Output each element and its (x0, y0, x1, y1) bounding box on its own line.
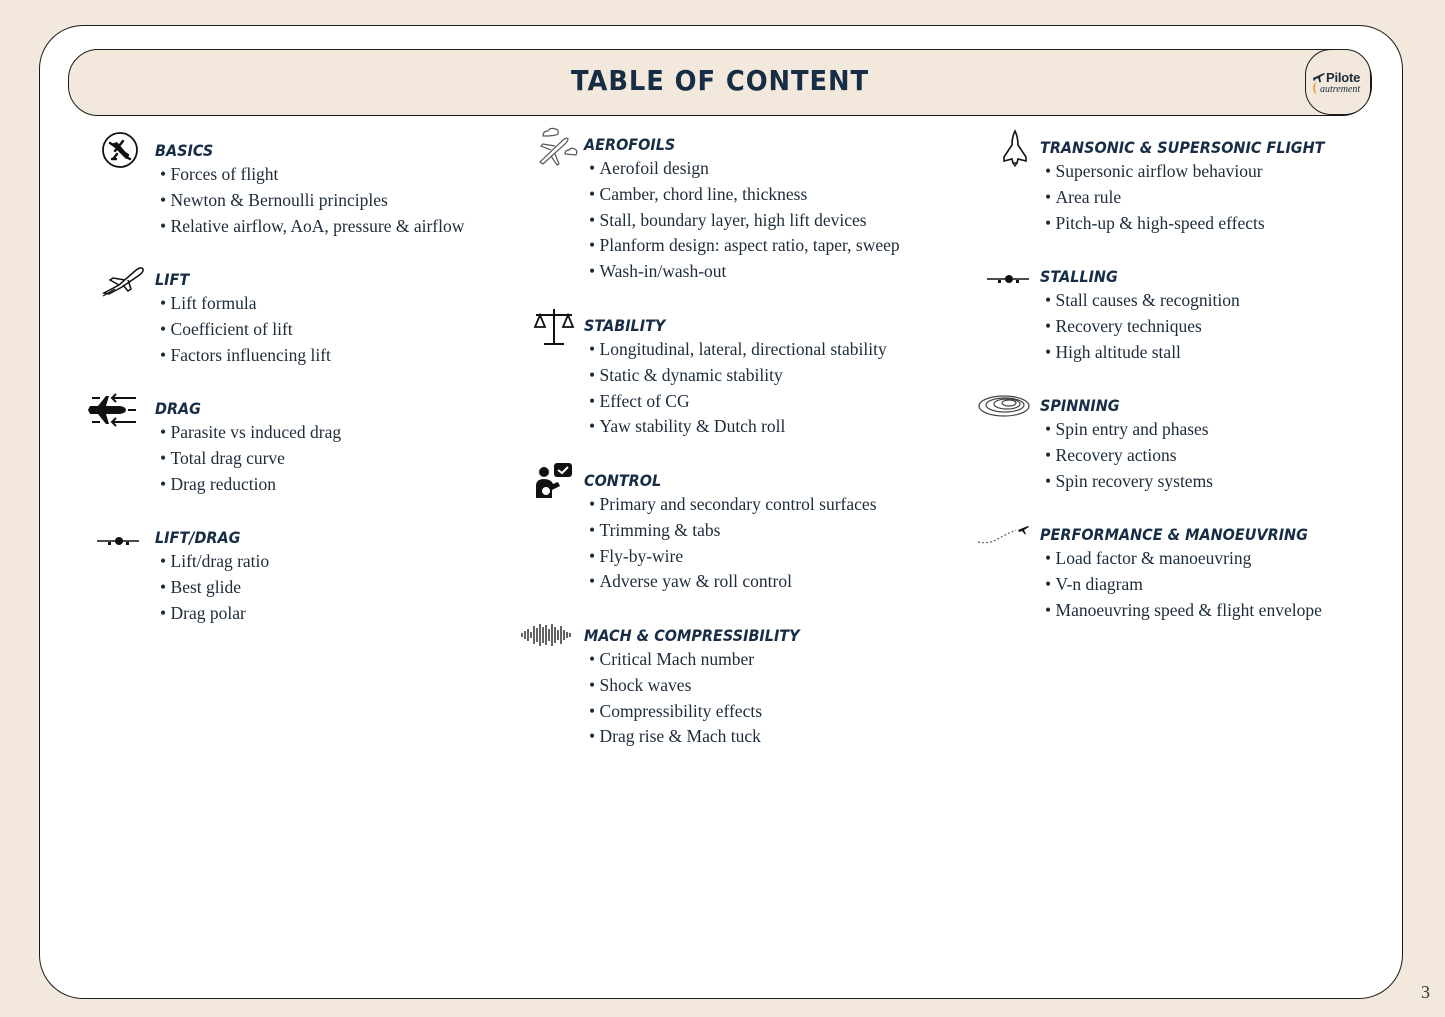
list-item[interactable]: • Drag polar (160, 601, 269, 627)
section-heading: DRAG (155, 399, 202, 418)
section-items (1045, 417, 1213, 494)
logo-subtitle: autrement (1320, 84, 1361, 95)
list-item[interactable]: • Manoeuvring speed & flight envelope (1045, 598, 1322, 624)
list-item[interactable]: • Adverse yaw & roll control (589, 569, 877, 595)
plane-clouds-icon (535, 126, 579, 166)
list-item[interactable]: • Forces of flight (160, 162, 464, 188)
list-item[interactable]: • Static & dynamic stability (589, 363, 887, 389)
section-heading: PERFORMANCE & MANOEUVRING (1040, 525, 1308, 544)
section-heading: MACH & COMPRESSIBILITY (584, 626, 800, 645)
airliner-front-icon (985, 272, 1031, 286)
list-item[interactable]: • Best glide (160, 575, 269, 601)
section-heading: STABILITY (584, 316, 666, 335)
section-items (589, 337, 887, 440)
list-item[interactable]: • Supersonic airflow behaviour (1045, 159, 1265, 185)
flight-path-icon (976, 522, 1032, 546)
list-item[interactable]: • Coefficient of lift (160, 317, 331, 343)
list-item[interactable]: • Recovery techniques (1045, 314, 1240, 340)
list-item[interactable]: • Spin recovery systems (1045, 469, 1213, 495)
spin-swirl-icon (977, 393, 1031, 419)
section-heading: LIFT (155, 270, 190, 289)
section-items (1045, 159, 1265, 236)
section-heading: CONTROL (584, 471, 662, 490)
list-item[interactable]: • Factors influencing lift (160, 343, 331, 369)
list-item[interactable]: • Area rule (1045, 185, 1265, 211)
list-item[interactable]: • Load factor & manoeuvring (1045, 546, 1322, 572)
section-heading: STALLING (1040, 267, 1118, 286)
section-heading: LIFT/DRAG (155, 528, 241, 547)
list-item[interactable]: • Stall causes & recognition (1045, 288, 1240, 314)
list-item[interactable]: • Wash-in/wash-out (589, 259, 900, 285)
list-item[interactable]: • Lift/drag ratio (160, 549, 269, 575)
section-items (160, 162, 464, 239)
list-item[interactable]: • Drag reduction (160, 472, 341, 498)
list-item[interactable]: • Lift formula (160, 291, 331, 317)
list-item[interactable]: • Drag rise & Mach tuck (589, 724, 762, 750)
list-item[interactable]: • Compressibility effects (589, 699, 762, 725)
logo (1305, 49, 1371, 115)
list-item[interactable]: • Parasite vs induced drag (160, 420, 341, 446)
list-item[interactable]: • Longitudinal, lateral, directional stability (589, 337, 887, 363)
page-number: 3 (1421, 982, 1430, 1002)
airplane-circle-icon (101, 131, 139, 169)
section-heading: TRANSONIC & SUPERSONIC FLIGHT (1040, 138, 1325, 157)
section-items (1045, 288, 1240, 365)
section-heading: SPINNING (1040, 396, 1120, 415)
list-item[interactable]: • Primary and secondary control surfaces (589, 492, 877, 518)
logo-name: Pilote (1326, 70, 1361, 85)
section-items (160, 549, 269, 626)
list-item[interactable]: • Planform design: aspect ratio, taper, sweep (589, 233, 900, 259)
list-item[interactable]: • Spin entry and phases (1045, 417, 1213, 443)
sound-wave-icon (520, 623, 574, 647)
section-items (1045, 546, 1322, 623)
section-items (589, 647, 762, 750)
list-item[interactable]: • Yaw stability & Dutch roll (589, 414, 887, 440)
section-items (589, 492, 877, 595)
list-item[interactable]: • Shock waves (589, 673, 762, 699)
list-item[interactable]: • Relative airflow, AoA, pressure & airflow (160, 214, 464, 240)
list-item[interactable]: • Fly-by-wire (589, 544, 877, 570)
list-item[interactable]: • V-n diagram (1045, 572, 1322, 598)
list-item[interactable]: • Effect of CG (589, 389, 887, 415)
takeoff-icon (101, 263, 145, 297)
control-person-icon (534, 462, 574, 500)
balance-scale-icon (532, 307, 576, 347)
section-items (160, 420, 341, 497)
section-heading: AEROFOILS (584, 135, 676, 154)
list-item[interactable]: • Trimming & tabs (589, 518, 877, 544)
list-item[interactable]: • Total drag curve (160, 446, 341, 472)
title-bar (68, 49, 1372, 116)
space-shuttle-icon (1001, 129, 1029, 167)
airliner-front-icon (95, 534, 141, 548)
list-item[interactable]: • Recovery actions (1045, 443, 1213, 469)
page-title: TABLE OF CONTENT (571, 64, 869, 97)
list-item[interactable]: • Stall, boundary layer, high lift devices (589, 208, 900, 234)
list-item[interactable]: • Newton & Bernoulli principles (160, 188, 464, 214)
section-items (589, 156, 900, 285)
list-item[interactable]: • Aerofoil design (589, 156, 900, 182)
drag-arrows-icon (86, 390, 138, 430)
section-items (160, 291, 331, 368)
list-item[interactable]: • Pitch-up & high-speed effects (1045, 211, 1265, 237)
section-heading: BASICS (155, 141, 214, 160)
list-item[interactable]: • Critical Mach number (589, 647, 762, 673)
list-item[interactable]: • Camber, chord line, thickness (589, 182, 900, 208)
list-item[interactable]: • High altitude stall (1045, 340, 1240, 366)
